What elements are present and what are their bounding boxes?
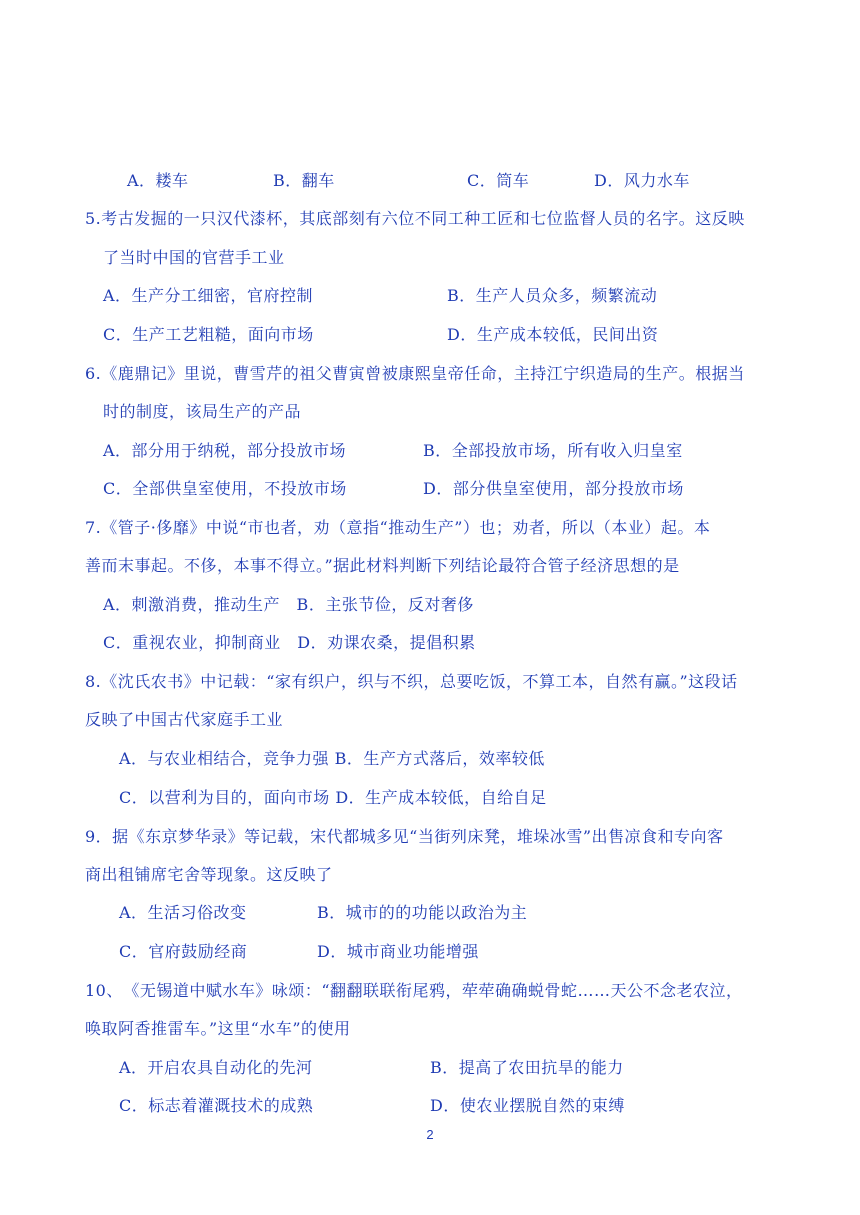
q7-stem-line1: 7.《管子·侈靡》中说“市也者，劝（意指“推动生产”）也；劝者，所以（本业）起。本 [85, 518, 711, 537]
q5-option-b: B．生产人员众多，频繁流动 [447, 286, 658, 305]
q5-option-a: A．生产分工细密，官府控制 [103, 286, 314, 305]
q9-option-c: C．官府鼓励经商 [119, 942, 248, 961]
q10-option-d: D．使农业摆脱自然的束缚 [430, 1096, 625, 1115]
q6-option-d: D．部分供皇室使用，部分投放市场 [423, 479, 684, 498]
q10-option-a: A．开启农具自动化的先河 [119, 1058, 313, 1077]
q6-stem-line2: 时的制度，该局生产的产品 [103, 402, 302, 421]
q6-option-a: A．部分用于纳税，部分投放市场 [103, 441, 347, 460]
q10-stem-line2: 唤取阿香推雷车。”这里“水车”的使用 [85, 1019, 351, 1038]
q4-option-d: D．风力水车 [594, 171, 690, 190]
q6-stem-line1: 6.《鹿鼎记》里说，曹雪芹的祖父曹寅曾被康熙皇帝任命，主持江宁织造局的生产。根据当 [85, 364, 745, 383]
q6-option-c: C．全部供皇室使用，不投放市场 [103, 479, 347, 498]
q9-stem-line1: 9．据《东京梦华录》等记载，宋代都城多见“当街列床凳，堆垛冰雪”出售凉食和专向客 [85, 827, 724, 846]
q9-stem-line2: 商出租铺席宅舍等现象。这反映了 [85, 865, 333, 884]
q9-option-b: B．城市的的功能以政治为主 [317, 903, 528, 922]
q8-stem-line1: 8.《沈氏农书》中记载：“家有织户，织与不织，总要吃饭，不算工本，自然有赢。”这段话 [85, 672, 738, 691]
q4-option-b: B．翻车 [273, 171, 335, 190]
q10-stem-line1: 10、 《无锡道中赋水车》咏颂：“翻翻联联衔尾鸦，荦荦确确蜕骨蛇……天公不念老农泣， [85, 981, 743, 1000]
q5-option-c: C．生产工艺粗糙，面向市场 [103, 325, 314, 344]
q5-option-d: D．生产成本较低，民间出资 [447, 325, 659, 344]
q7-stem-line2: 善而末事起。不侈，本事不得立。”据此材料判断下列结论最符合管子经济思想的是 [85, 556, 680, 575]
q7-options-line1: A．刺激消费，推动生产 B．主张节俭，反对奢侈 [103, 595, 474, 614]
q5-stem-line2: 了当时中国的官营手工业 [103, 248, 285, 267]
q7-options-line2: C．重视农业，抑制商业 D．劝课农桑，提倡积累 [103, 633, 476, 652]
q10-option-b: B．提高了农田抗旱的能力 [430, 1058, 624, 1077]
q8-stem-line2: 反映了中国古代家庭手工业 [85, 710, 284, 729]
q8-options-line1: A．与农业相结合，竞争力强 B．生产方式落后，效率较低 [119, 749, 545, 768]
q9-option-a: A．生活习俗改变 [119, 903, 247, 922]
q8-options-line2: C．以营利为目的，面向市场 D．生产成本较低，自给自足 [119, 788, 547, 807]
q9-option-d: D．城市商业功能增强 [317, 942, 479, 961]
q4-option-a: A．耧车 [127, 171, 189, 190]
page-number: 2 [426, 1127, 434, 1142]
q4-option-c: C．筒车 [467, 171, 530, 190]
q5-stem-line1: 5.考古发掘的一只汉代漆杯，其底部刻有六位不同工种工匠和七位监督人员的名字。这反映 [85, 209, 745, 228]
q6-option-b: B．全部投放市场，所有收入归皇室 [423, 441, 683, 460]
q10-option-c: C．标志着灌溉技术的成熟 [119, 1096, 314, 1115]
